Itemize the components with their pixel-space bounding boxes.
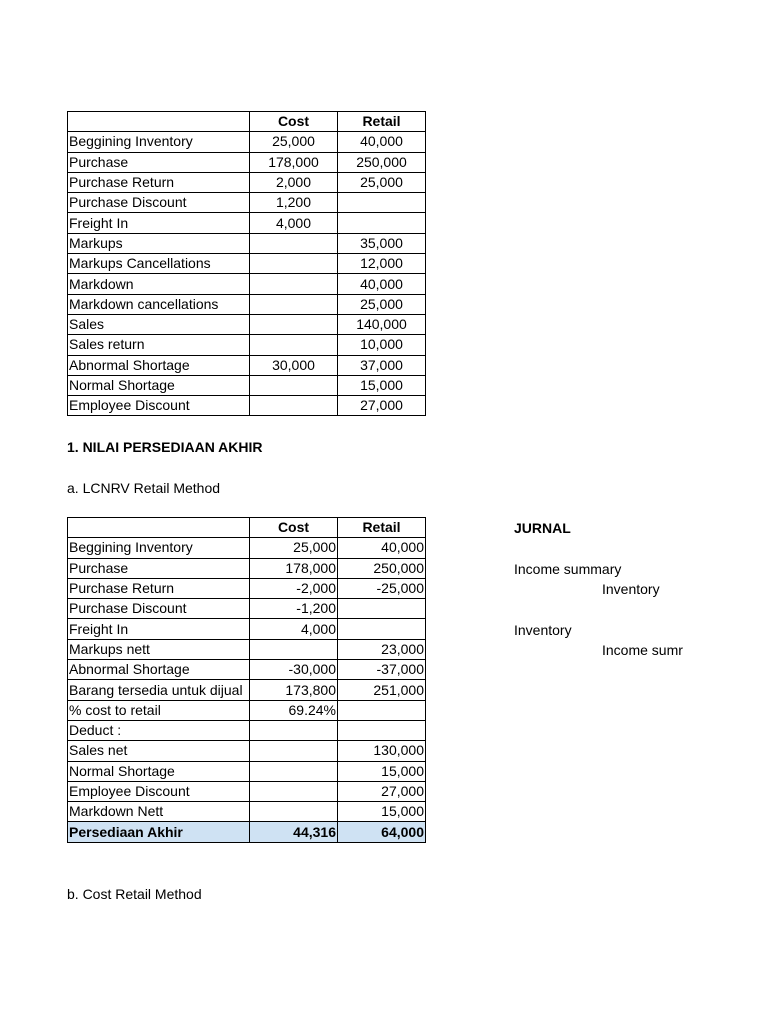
retail-cell: 140,000 [338,314,426,334]
cost-cell [250,741,338,761]
retail-cell: 27,000 [338,781,426,801]
jurnal-line1-credit: Inventory [602,581,660,597]
row-label: Beggining Inventory [68,538,250,558]
retail-cell: -37,000 [338,660,426,680]
row-label: Sales net [68,741,250,761]
table-row [68,700,426,720]
cost-cell: 1,200 [250,193,338,213]
header-cell: Retail [338,112,426,132]
total-row [68,822,426,842]
table-row [68,193,426,213]
retail-cell: 25,000 [338,172,426,192]
total-retail: 64,000 [338,822,426,842]
cost-cell [250,396,338,416]
table-row [68,660,426,680]
row-label: Purchase Discount [68,193,250,213]
cost-cell [250,233,338,253]
subtitle-lcnrv: a. LCNRV Retail Method [67,480,221,496]
row-label: Employee Discount [68,781,250,801]
retail-cell: 15,000 [338,375,426,395]
table-row [68,781,426,801]
cost-cell [250,375,338,395]
retail-cell: 12,000 [338,254,426,274]
retail-cell: 40,000 [338,132,426,152]
table-row [68,254,426,274]
row-label: Beggining Inventory [68,132,250,152]
cost-cell: 178,000 [250,152,338,172]
table-row [68,720,426,740]
row-label: Purchase [68,152,250,172]
retail-cell: 35,000 [338,233,426,253]
header-row [68,112,426,132]
cost-cell: 25,000 [250,132,338,152]
header-cell-blank [68,518,250,538]
total-label: Persediaan Akhir [68,822,250,842]
retail-cell [338,193,426,213]
row-label: Normal Shortage [68,761,250,781]
retail-cell: 37,000 [338,355,426,375]
jurnal-title: JURNAL [514,520,571,536]
retail-cell: 250,000 [338,558,426,578]
table-row [68,172,426,192]
table-row [68,294,426,314]
cost-cell: -1,200 [250,599,338,619]
row-label: Abnormal Shortage [68,660,250,680]
row-label: Markups nett [68,639,250,659]
cost-cell [250,314,338,334]
retail-cell: 23,000 [338,639,426,659]
retail-cell: 25,000 [338,294,426,314]
retail-cell [338,619,426,639]
row-label: Sales return [68,335,250,355]
table-row [68,375,426,395]
header-cell-blank [68,112,250,132]
subtitle-cost-retail: b. Cost Retail Method [67,886,202,902]
section-title: 1. NILAI PERSEDIAAN AKHIR [67,439,263,455]
cost-cell: 4,000 [250,619,338,639]
row-label: Purchase Return [68,578,250,598]
table-row [68,132,426,152]
table-row [68,639,426,659]
cost-cell: 69.24% [250,700,338,720]
table-row [68,335,426,355]
retail-cell [338,213,426,233]
cost-cell [250,294,338,314]
table-row [68,599,426,619]
table-row [68,558,426,578]
row-label: Sales [68,314,250,334]
row-label: Markdown Nett [68,802,250,822]
row-label: Purchase Discount [68,599,250,619]
jurnal-line2-debit: Inventory [514,622,572,638]
retail-cell: -25,000 [338,578,426,598]
table-row [68,314,426,334]
retail-cell: 40,000 [338,274,426,294]
header-cell: Cost [250,518,338,538]
table-row [68,802,426,822]
cost-cell: 178,000 [250,558,338,578]
table-row [68,741,426,761]
retail-cell: 130,000 [338,741,426,761]
table-row [68,396,426,416]
cost-cell: 25,000 [250,538,338,558]
table-row [68,274,426,294]
cost-cell: 173,800 [250,680,338,700]
row-label: Markdown [68,274,250,294]
row-label: Normal Shortage [68,375,250,395]
table-row [68,761,426,781]
row-label: Barang tersedia untuk dijual [68,680,250,700]
header-cell: Cost [250,112,338,132]
row-label: Deduct : [68,720,250,740]
cost-cell [250,254,338,274]
retail-cell [338,700,426,720]
jurnal-line2-credit: Income sumr [602,642,683,658]
header-cell: Retail [338,518,426,538]
jurnal-line1-debit: Income summary [514,561,622,577]
table-row [68,355,426,375]
retail-cell: 15,000 [338,802,426,822]
cost-cell: -2,000 [250,578,338,598]
cost-cell: -30,000 [250,660,338,680]
retail-cell: 10,000 [338,335,426,355]
cost-cell: 4,000 [250,213,338,233]
cost-cell [250,335,338,355]
table-row [68,578,426,598]
retail-cell: 250,000 [338,152,426,172]
header-row [68,518,426,538]
row-label: Markups Cancellations [68,254,250,274]
cost-cell [250,639,338,659]
row-label: Markups [68,233,250,253]
cost-cell: 2,000 [250,172,338,192]
total-cost: 44,316 [250,822,338,842]
row-label: Freight In [68,619,250,639]
retail-cell [338,599,426,619]
table-row [68,152,426,172]
cost-cell [250,781,338,801]
retail-cell: 27,000 [338,396,426,416]
row-label: Purchase [68,558,250,578]
lcnrv-calculation-table [67,517,426,843]
retail-cell: 40,000 [338,538,426,558]
row-label: Purchase Return [68,172,250,192]
inventory-data-table [67,111,426,416]
cost-cell [250,720,338,740]
table-row [68,213,426,233]
table-row [68,538,426,558]
row-label: Abnormal Shortage [68,355,250,375]
retail-cell: 251,000 [338,680,426,700]
retail-cell [338,720,426,740]
cost-cell: 30,000 [250,355,338,375]
table-row [68,619,426,639]
cost-cell [250,761,338,781]
retail-cell: 15,000 [338,761,426,781]
cost-cell [250,802,338,822]
table-row [68,233,426,253]
row-label: Employee Discount [68,396,250,416]
row-label: Freight In [68,213,250,233]
row-label: Markdown cancellations [68,294,250,314]
row-label: % cost to retail [68,700,250,720]
table-row [68,680,426,700]
cost-cell [250,274,338,294]
